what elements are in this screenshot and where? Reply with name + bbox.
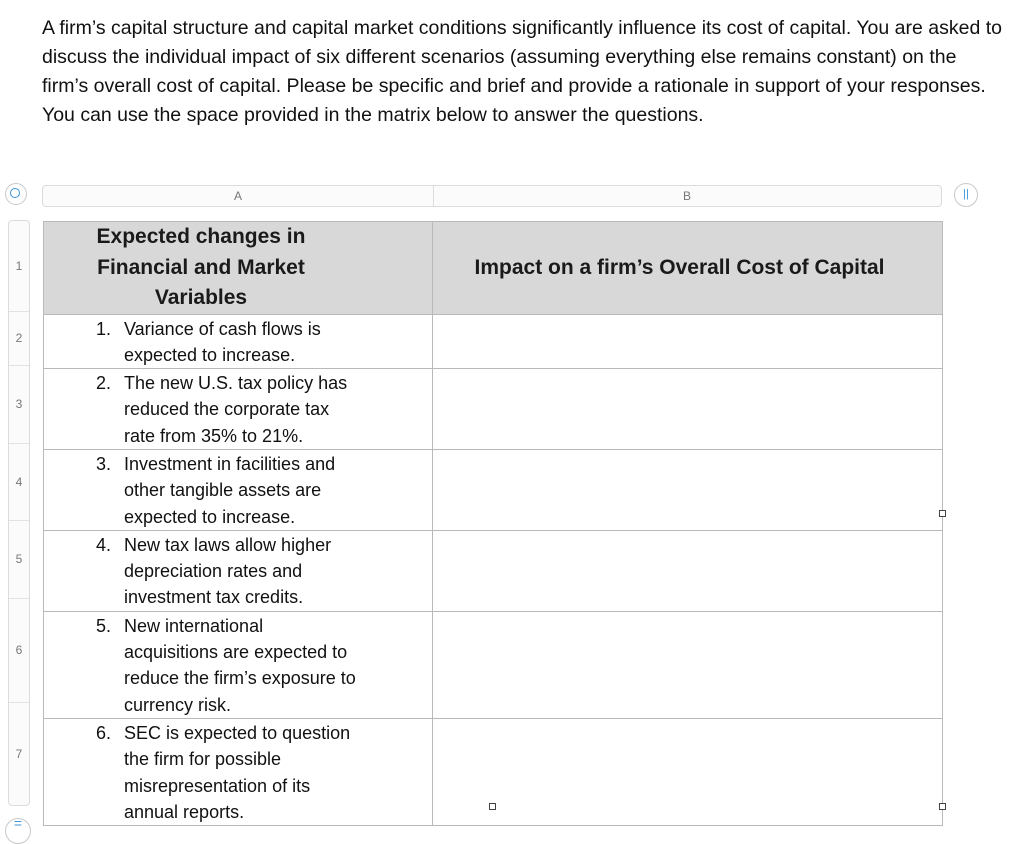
item-text: New international acquisitions are expected to reduce the firm’s exposure to currency risk. [124, 615, 356, 715]
item-number: 2. [95, 373, 111, 394]
header-a-text: Expected changes in Financial and Market Variables [96, 225, 306, 309]
item-number: 4. [95, 534, 111, 555]
resize-handle-right[interactable] [939, 510, 946, 517]
matrix-header-row [44, 222, 943, 315]
row-number-5[interactable]: 5 [9, 520, 29, 599]
row-header-bar [8, 220, 30, 806]
row-number-2[interactable]: 2 [9, 311, 29, 366]
column-header-b[interactable]: B [682, 189, 691, 203]
row-number-7[interactable]: 7 [15, 746, 23, 761]
table-row [44, 314, 943, 369]
column-header-a[interactable]: A [43, 186, 434, 206]
pause-bars-icon[interactable]: || [954, 183, 978, 207]
select-table-icon[interactable] [5, 183, 27, 205]
table-row [44, 530, 943, 611]
impact-cell[interactable] [433, 530, 943, 611]
table-row [44, 611, 943, 718]
scenario-cell[interactable] [44, 369, 433, 450]
header-cell-a[interactable] [44, 222, 433, 315]
row-number-6[interactable]: 6 [9, 598, 29, 703]
item-text: Investment in facilities and other tangible assets are expected to increase. [124, 453, 336, 527]
impact-cell[interactable] [433, 314, 943, 369]
item-number: 3. [95, 453, 111, 474]
item-number: 6. [95, 722, 111, 743]
item-text: The new U.S. tax policy has reduced the corporate tax rate from 35% to 21%. [124, 373, 348, 446]
impact-cell[interactable] [433, 611, 943, 718]
scenario-cell[interactable] [44, 718, 433, 825]
scenario-cell[interactable] [44, 449, 433, 530]
item-number: 1. [95, 318, 111, 339]
resize-handle-corner[interactable] [939, 803, 946, 810]
row-number-1[interactable]: 1 [9, 221, 29, 312]
table-row [44, 449, 943, 530]
column-header-bar [42, 185, 942, 207]
scenario-cell[interactable] [44, 530, 433, 611]
item-text: Variance of cash flows is expected to increase. [124, 318, 321, 365]
scenario-cell[interactable] [44, 611, 433, 718]
item-text: New tax laws allow higher depreciation rates and investment tax credits. [124, 534, 332, 608]
header-b-text: Impact on a firm’s Overall Cost of Capital [474, 255, 885, 279]
row-number-3[interactable]: 3 [9, 365, 29, 444]
cost-of-capital-matrix [43, 221, 943, 826]
table-row [44, 369, 943, 450]
row-number-4[interactable]: 4 [9, 443, 29, 521]
resize-handle-bottom[interactable] [489, 803, 496, 810]
impact-cell[interactable] [433, 718, 943, 825]
impact-cell[interactable] [433, 449, 943, 530]
item-text: SEC is expected to question the firm for possible misrepresentation of its annual reports. [124, 722, 351, 822]
intro-paragraph: A firm’s capital structure and capital market conditions significantly influence its cost of capital. You are asked to discuss the individual impact of six different scenarios (assuming everything else remains constant) on the firm’s overall cost of capital. Please be specific and brief and provide a rationale in support of your responses. You can use the space provided in the matrix below to answer the questions. [42, 17, 1002, 126]
header-cell-b[interactable] [433, 222, 943, 315]
equals-handle-icon[interactable]: = [5, 818, 31, 844]
item-number: 5. [95, 615, 111, 636]
impact-cell[interactable] [433, 369, 943, 450]
scenario-cell[interactable] [44, 314, 433, 369]
